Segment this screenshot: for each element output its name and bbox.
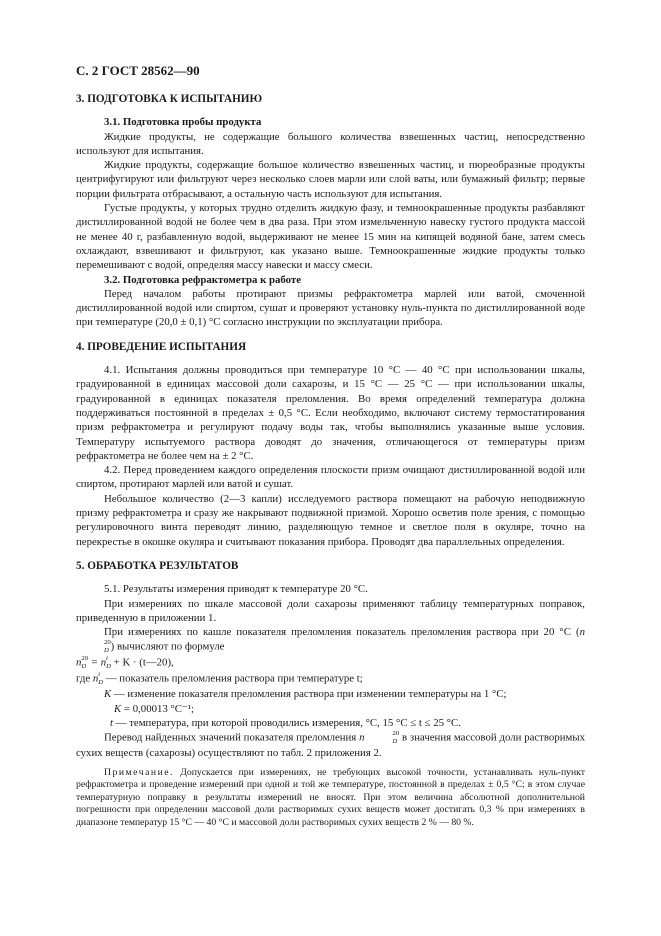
paragraph: Жидкие продукты, не содержащие большого количества взвешенных частиц, непосредственно используют для испытания. — [76, 130, 585, 157]
paragraph: Перевод найденных значений показателя преломления n 20 D в значения массовой доли растворимых сухих веществ (сахарозы) осуществляют по табл. 2 приложения 2. — [76, 730, 585, 760]
subsection-3-1-title: 3.1. Подготовка пробы продукта — [104, 116, 262, 129]
paragraph: Густые продукты, у которых трудно отделить жидкую фазу, и темноокрашенные продукты разбавляют дистиллированной водой не более чем в два раза. При этом измельченную навеску густого продукта массой не менее 40 г, разбавленную водой, выдерживают не менее 15 мин на кипящей водяной бане, затем смесь охлаждают, взвешивают и фильтруют, как указано выше. Темноокрашенные жидкие продукты только перемешивают с водой, определяя массу навески и массу смеси. — [76, 202, 585, 272]
note-label: Примечание. — [104, 766, 174, 778]
paragraph-text: При измерениях по кашле показателя преломления показатель преломления раствора при 20 °С — [104, 626, 571, 639]
paragraph: Перед началом работы протирают призмы рефрактометра марлей или ватой, смоченной дистиллированной водой или спиртом, сушат и проверяют установку нуль-пункта по дистиллированной воде при температуре (20,0 ± 0,1) °С согласно инструкции по эксплуатации прибора. — [76, 287, 585, 329]
note-text: Допускается при измерениях, не требующих высокой точности, устанавливать нуль-пункт рефрактометра и проведение измерений при одной и той же температуре, постоянной в пределах ± 0,5 °С; в этом случае температурную поправку в результаты измерений не вносят. При этом величина абсолютной дополнительной погрешности при определении массовой доли растворимых сухих веществ может достигать 0,3 % при измерениях в диапазоне температур 15 °С — 40 °С и массовой доли растворимых сухих веществ 2 % — 80 %. — [76, 766, 585, 828]
paragraph-text: вычисляют по формуле — [116, 640, 225, 653]
legend-text: — показатель преломления раствора при температуре t; — [105, 672, 363, 685]
formula-rhs: + K · (t—20), — [113, 656, 174, 669]
document-body — [76, 92, 585, 830]
section-4-title: 4. ПРОВЕДЕНИЕ ИСПЫТАНИЯ — [76, 340, 247, 353]
legend-item: K = 0,00013 °С⁻¹; — [114, 702, 194, 715]
paragraph: 4.2. Перед проведением каждого определения плоскости призм очищают дистиллированной водой или спиртом, протирают марлей или ватой и сушат. — [76, 464, 585, 491]
formula: n 20 D = n t D + K · (t—20), — [76, 655, 174, 671]
note — [76, 767, 585, 830]
section-3-title: 3. ПОДГОТОВКА К ИСПЫТАНИЮ — [76, 93, 263, 105]
paragraph: При измерениях по шкале массовой доли сахарозы применяют таблицу температурных поправок, приведенную в приложении 1. — [76, 597, 585, 624]
legend-text: — температура, при которой проводились измерения, °С, 15 °С ≤ t ≤ 25 °С. — [115, 716, 461, 729]
paragraph: Небольшое количество (2—3 капли) исследуемого раствора помещают на рабочую неподвижную призму рефрактометра и сразу же накрывают подвижной призмой. Хорошо осветив поле зрения, с помощью регулировочного винта переводят линию, разделяющую темное и светлое поля в окуляре, точно на перекрестье в окошке окуляра и считывают показания прибора. Проводят два параллельных определения. — [76, 492, 585, 548]
legend-item: t — температура, при которой проводились измерения, °С, 15 °С ≤ t ≤ 25 °С. — [110, 716, 461, 729]
page-header: С. 2 ГОСТ 28562—90 — [76, 63, 200, 78]
legend-item: где n t D — показатель преломления раствора при температуре t; — [76, 671, 363, 687]
legend-text: — изменение показателя преломления раствора при изменении температуры на 1 °С; — [113, 688, 507, 701]
paragraph: 4.1. Испытания должны проводиться при температуре 10 °С — 40 °С при использовании шкалы, градуированной в единицах массовой доли сахарозы, и 15 °С — 25 °С — при использовании шкалы, градуированной в единицах показателя преломления. Во время определений температура должна поддерживаться постоянной в пределах ± 0,5 °С. Если необходимо, включают систему термостатирования призм рефрактометра и регулируют подачу воды так, чтобы выполнялись указанные выше условия. Температуру испытуемого раствора доводят до значения, отличающегося от температуры призм рефрактометра не более чем на ± 2 °С. — [76, 364, 585, 462]
paragraph: Жидкие продукты, содержащие большое количество взвешенных частиц, и пюреобразные продукты центрифугируют или фильтруют через несколько слоев марли или слой ваты, или бумажный фильтр; первые порции фильтрата отбрасывают, а остальную часть используют для испытания. — [76, 159, 585, 200]
legend-item: K — изменение показателя преломления раствора при изменении температуры на 1 °С; — [104, 688, 507, 701]
paragraph-text: в значения массовой доли растворимых сухих веществ (сахарозы) осуществляют по табл. 2 приложения 2. — [76, 731, 585, 760]
section-5-title: 5. ОБРАБОТКА РЕЗУЛЬТАТОВ — [76, 559, 239, 572]
legend-text: = 0,00013 °С⁻¹; — [123, 702, 194, 715]
subsection-3-2-title: 3.2. Подготовка рефрактометра к работе — [104, 273, 302, 286]
paragraph-text: Перевод найденных значений показателя преломления — [104, 731, 357, 744]
paragraph: 5.1. Результаты измерения приводят к температуре 20 °С. — [104, 583, 368, 596]
paragraph: При измерениях по кашле показателя преломления показатель преломления раствора при 20 °С (n 20 D ) вычисляют по формуле — [104, 626, 586, 655]
